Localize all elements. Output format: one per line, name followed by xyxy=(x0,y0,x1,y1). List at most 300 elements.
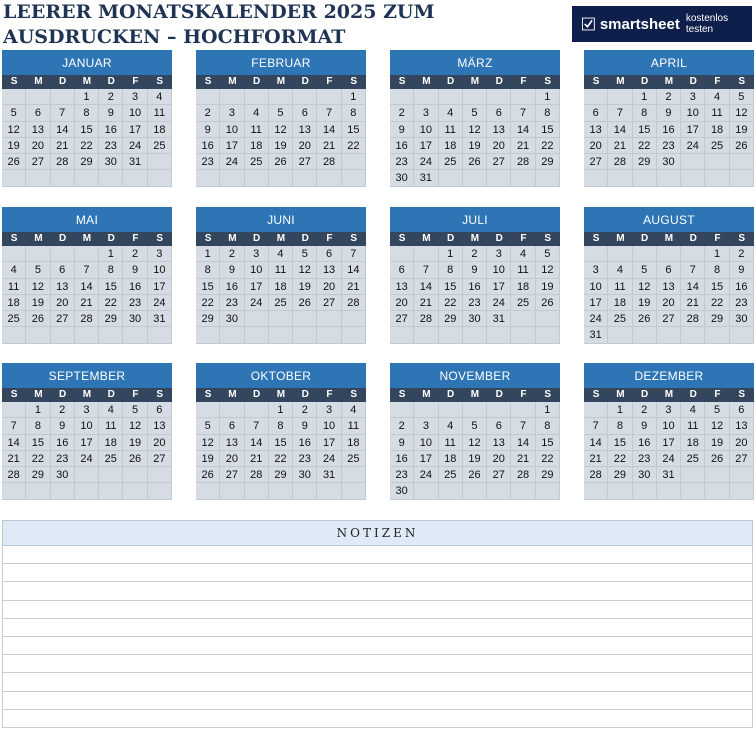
notes-line[interactable] xyxy=(2,564,753,582)
day-grid xyxy=(2,89,172,187)
day-cell: 6 xyxy=(487,105,511,121)
day-cell: 18 xyxy=(705,122,729,138)
weekday-label: F xyxy=(132,233,139,244)
day-cell: 10 xyxy=(220,122,244,138)
day-cell: 13 xyxy=(220,435,244,451)
day-cell xyxy=(584,89,608,105)
day-cell xyxy=(487,483,511,499)
notes-line[interactable] xyxy=(2,655,753,673)
day-cell: 2 xyxy=(633,402,657,418)
day-cell xyxy=(123,170,147,186)
weekday-header xyxy=(390,388,560,402)
day-cell: 24 xyxy=(414,154,438,170)
day-cell: 15 xyxy=(633,122,657,138)
day-cell: 16 xyxy=(390,451,414,467)
day-cell: 5 xyxy=(26,262,50,278)
day-cell xyxy=(681,467,705,483)
weekday-label: F xyxy=(520,233,527,244)
day-cell: 29 xyxy=(705,311,729,327)
day-grid xyxy=(584,246,754,344)
day-cell: 8 xyxy=(536,418,560,434)
day-cell: 19 xyxy=(633,295,657,311)
day-cell: 29 xyxy=(196,311,220,327)
month-block xyxy=(196,207,366,344)
day-cell: 24 xyxy=(487,295,511,311)
day-cell: 5 xyxy=(2,105,26,121)
day-cell: 23 xyxy=(730,295,754,311)
day-cell xyxy=(148,327,172,343)
weekday-label: D xyxy=(641,389,649,400)
weekday-label: M xyxy=(276,233,286,244)
day-cell: 27 xyxy=(148,451,172,467)
day-cell: 8 xyxy=(26,418,50,434)
day-cell: 28 xyxy=(317,154,341,170)
day-cell: 28 xyxy=(414,311,438,327)
day-cell: 9 xyxy=(463,262,487,278)
weekday-label: M xyxy=(422,76,431,87)
weekday-label: F xyxy=(132,76,139,87)
day-cell: 9 xyxy=(657,105,681,121)
day-cell xyxy=(390,327,414,343)
day-cell: 17 xyxy=(414,451,438,467)
weekday-label: D xyxy=(641,76,649,87)
weekday-label: S xyxy=(350,233,358,244)
weekday-header xyxy=(584,232,754,246)
weekday-label: S xyxy=(204,233,212,244)
day-cell: 18 xyxy=(439,138,463,154)
weekday-label: M xyxy=(82,76,92,87)
day-cell: 29 xyxy=(439,311,463,327)
day-cell: 16 xyxy=(99,122,123,138)
day-cell xyxy=(245,170,269,186)
day-cell: 10 xyxy=(681,105,705,121)
day-cell: 10 xyxy=(317,418,341,434)
weekday-header xyxy=(584,388,754,402)
day-cell: 28 xyxy=(511,467,535,483)
day-cell xyxy=(293,311,317,327)
day-cell: 20 xyxy=(730,435,754,451)
day-cell: 31 xyxy=(148,311,172,327)
day-cell xyxy=(317,311,341,327)
day-cell: 30 xyxy=(123,311,147,327)
day-cell: 16 xyxy=(220,279,244,295)
day-cell: 1 xyxy=(196,246,220,262)
weekday-label: M xyxy=(664,233,674,244)
weekday-label: S xyxy=(398,233,406,244)
day-cell: 28 xyxy=(584,467,608,483)
day-cell: 6 xyxy=(390,262,414,278)
day-cell: 31 xyxy=(584,327,608,343)
day-cell: 14 xyxy=(51,122,75,138)
day-cell xyxy=(269,89,293,105)
day-cell: 21 xyxy=(511,451,535,467)
day-cell xyxy=(511,483,535,499)
day-cell: 15 xyxy=(439,279,463,295)
day-cell: 2 xyxy=(390,418,414,434)
day-cell: 19 xyxy=(269,138,293,154)
weekday-header xyxy=(196,232,366,246)
month-block xyxy=(2,363,172,500)
day-cell xyxy=(730,483,754,499)
day-cell xyxy=(196,483,220,499)
day-cell: 25 xyxy=(681,451,705,467)
day-cell: 10 xyxy=(123,105,147,121)
day-cell xyxy=(2,89,26,105)
day-cell: 12 xyxy=(730,105,754,121)
smartsheet-logo-button[interactable] xyxy=(572,6,752,42)
day-cell: 24 xyxy=(148,295,172,311)
day-grid xyxy=(584,402,754,500)
day-grid xyxy=(390,89,560,187)
month-block xyxy=(2,207,172,344)
day-cell xyxy=(414,483,438,499)
day-cell: 9 xyxy=(99,105,123,121)
day-cell xyxy=(245,483,269,499)
weekday-label: M xyxy=(228,76,237,87)
month-name: FEBRUAR xyxy=(196,50,366,75)
page-title xyxy=(3,0,473,50)
day-cell: 30 xyxy=(633,467,657,483)
weekday-label: S xyxy=(544,76,552,87)
day-cell: 26 xyxy=(2,154,26,170)
day-cell: 15 xyxy=(75,122,99,138)
day-cell xyxy=(220,327,244,343)
day-cell: 29 xyxy=(536,154,560,170)
day-cell: 4 xyxy=(681,402,705,418)
day-cell: 21 xyxy=(608,138,632,154)
day-cell: 9 xyxy=(633,418,657,434)
day-cell: 27 xyxy=(487,154,511,170)
month-name: DEZEMBER xyxy=(584,363,754,388)
day-cell: 19 xyxy=(730,122,754,138)
day-cell: 27 xyxy=(390,311,414,327)
weekday-label: D xyxy=(689,76,697,87)
day-cell xyxy=(342,154,366,170)
day-cell: 28 xyxy=(75,311,99,327)
weekday-label: F xyxy=(520,76,527,87)
day-cell: 8 xyxy=(196,262,220,278)
day-grid xyxy=(584,89,754,187)
day-cell xyxy=(511,327,535,343)
day-cell xyxy=(51,170,75,186)
notes-line[interactable] xyxy=(2,619,753,637)
day-cell: 11 xyxy=(439,435,463,451)
day-cell: 12 xyxy=(26,279,50,295)
day-cell: 10 xyxy=(414,435,438,451)
day-cell: 23 xyxy=(657,138,681,154)
day-cell: 4 xyxy=(245,105,269,121)
weekday-label: S xyxy=(592,389,600,400)
day-cell xyxy=(705,327,729,343)
day-cell: 1 xyxy=(26,402,50,418)
day-cell xyxy=(463,402,487,418)
day-cell xyxy=(196,89,220,105)
month-block xyxy=(196,363,366,500)
day-cell: 31 xyxy=(487,311,511,327)
day-cell: 28 xyxy=(511,154,535,170)
day-cell xyxy=(2,246,26,262)
day-cell: 17 xyxy=(584,295,608,311)
day-cell xyxy=(342,327,366,343)
day-cell: 6 xyxy=(317,246,341,262)
day-cell: 8 xyxy=(439,262,463,278)
day-cell: 1 xyxy=(705,246,729,262)
day-cell: 2 xyxy=(123,246,147,262)
weekday-label: D xyxy=(641,233,649,244)
day-cell: 15 xyxy=(536,435,560,451)
day-cell: 28 xyxy=(2,467,26,483)
day-cell: 4 xyxy=(439,105,463,121)
day-cell: 26 xyxy=(196,467,220,483)
weekday-label: D xyxy=(107,233,115,244)
month-name: SEPTEMBER xyxy=(2,363,172,388)
day-grid xyxy=(196,402,366,500)
day-cell: 7 xyxy=(681,262,705,278)
notes-line[interactable] xyxy=(2,637,753,655)
day-cell xyxy=(633,170,657,186)
day-cell: 29 xyxy=(633,154,657,170)
day-cell: 27 xyxy=(51,311,75,327)
day-cell: 26 xyxy=(463,154,487,170)
day-cell xyxy=(75,327,99,343)
day-cell xyxy=(608,170,632,186)
day-cell: 12 xyxy=(293,262,317,278)
day-cell: 3 xyxy=(75,402,99,418)
day-cell: 22 xyxy=(439,295,463,311)
day-cell: 13 xyxy=(487,435,511,451)
day-cell: 22 xyxy=(196,295,220,311)
day-cell: 11 xyxy=(705,105,729,121)
day-cell: 18 xyxy=(269,279,293,295)
day-cell: 22 xyxy=(342,138,366,154)
day-cell: 8 xyxy=(99,262,123,278)
day-cell: 10 xyxy=(148,262,172,278)
day-cell: 22 xyxy=(633,138,657,154)
day-cell: 1 xyxy=(269,402,293,418)
logo-cta: kostenlos testen xyxy=(685,13,729,35)
day-cell xyxy=(439,170,463,186)
day-cell xyxy=(317,170,341,186)
weekday-label: D xyxy=(301,76,309,87)
day-cell xyxy=(293,170,317,186)
day-cell xyxy=(487,327,511,343)
title-line-1: LEERER MONATSKALENDER 2025 ZUM xyxy=(3,1,435,23)
day-cell: 10 xyxy=(657,418,681,434)
day-cell: 12 xyxy=(196,435,220,451)
day-cell: 4 xyxy=(511,246,535,262)
day-cell: 21 xyxy=(584,451,608,467)
day-cell: 23 xyxy=(390,154,414,170)
day-cell: 23 xyxy=(463,295,487,311)
weekday-label: M xyxy=(470,76,480,87)
notes-line[interactable] xyxy=(2,546,753,564)
day-cell xyxy=(75,467,99,483)
day-cell xyxy=(26,170,50,186)
day-cell: 19 xyxy=(26,295,50,311)
day-cell: 23 xyxy=(99,138,123,154)
day-cell: 21 xyxy=(2,451,26,467)
day-cell: 30 xyxy=(657,154,681,170)
day-grid xyxy=(390,246,560,344)
day-cell: 19 xyxy=(463,451,487,467)
notes-line[interactable] xyxy=(2,601,753,619)
day-cell: 13 xyxy=(26,122,50,138)
day-cell: 7 xyxy=(245,418,269,434)
day-cell: 31 xyxy=(657,467,681,483)
month-block xyxy=(196,50,366,187)
weekday-label: M xyxy=(664,76,674,87)
day-cell: 24 xyxy=(220,154,244,170)
day-cell: 15 xyxy=(196,279,220,295)
weekday-label: S xyxy=(544,233,552,244)
notes-section xyxy=(2,520,753,728)
day-cell xyxy=(245,311,269,327)
day-cell: 13 xyxy=(51,279,75,295)
notes-line[interactable] xyxy=(2,692,753,710)
day-cell xyxy=(536,170,560,186)
day-cell: 14 xyxy=(75,279,99,295)
day-cell: 30 xyxy=(730,311,754,327)
day-cell xyxy=(196,327,220,343)
day-cell: 11 xyxy=(99,418,123,434)
day-cell xyxy=(99,327,123,343)
weekday-label: D xyxy=(253,389,261,400)
day-cell: 16 xyxy=(51,435,75,451)
day-cell: 19 xyxy=(2,138,26,154)
day-cell xyxy=(317,327,341,343)
day-cell xyxy=(2,170,26,186)
weekday-label: S xyxy=(592,233,600,244)
weekday-label: S xyxy=(738,76,746,87)
notes-line[interactable] xyxy=(2,673,753,691)
day-cell: 2 xyxy=(730,246,754,262)
weekday-label: D xyxy=(495,76,503,87)
day-cell: 30 xyxy=(220,311,244,327)
day-cell: 10 xyxy=(414,122,438,138)
day-cell xyxy=(26,246,50,262)
notes-line[interactable] xyxy=(2,710,753,728)
day-cell: 20 xyxy=(657,295,681,311)
weekday-header xyxy=(584,75,754,89)
weekday-label: S xyxy=(204,76,212,87)
weekday-label: S xyxy=(544,389,552,400)
day-cell: 6 xyxy=(584,105,608,121)
month-name: MÄRZ xyxy=(390,50,560,75)
day-cell: 6 xyxy=(26,105,50,121)
weekday-label: M xyxy=(228,233,237,244)
day-cell: 27 xyxy=(26,154,50,170)
day-cell: 27 xyxy=(584,154,608,170)
weekday-label: F xyxy=(326,389,333,400)
weekday-label: M xyxy=(470,389,480,400)
logo-brand: smartsheet xyxy=(599,15,680,33)
day-cell: 18 xyxy=(681,435,705,451)
day-cell: 1 xyxy=(75,89,99,105)
day-cell: 27 xyxy=(293,154,317,170)
day-cell xyxy=(75,246,99,262)
day-cell: 11 xyxy=(511,262,535,278)
day-cell xyxy=(26,327,50,343)
day-cell: 12 xyxy=(705,418,729,434)
day-cell: 17 xyxy=(657,435,681,451)
month-name: JULI xyxy=(390,207,560,232)
day-cell: 15 xyxy=(342,122,366,138)
day-cell: 29 xyxy=(269,467,293,483)
day-cell: 22 xyxy=(536,451,560,467)
day-cell xyxy=(123,467,147,483)
day-cell xyxy=(487,402,511,418)
day-cell: 18 xyxy=(2,295,26,311)
weekday-label: S xyxy=(10,233,18,244)
day-cell xyxy=(99,467,123,483)
day-cell xyxy=(633,246,657,262)
weekday-label: S xyxy=(398,389,406,400)
day-cell: 13 xyxy=(390,279,414,295)
weekday-label: S xyxy=(350,76,358,87)
day-cell: 7 xyxy=(511,105,535,121)
day-cell: 20 xyxy=(293,138,317,154)
day-cell: 18 xyxy=(439,451,463,467)
day-cell: 3 xyxy=(123,89,147,105)
day-cell xyxy=(293,327,317,343)
weekday-label: S xyxy=(592,76,600,87)
day-cell xyxy=(657,483,681,499)
weekday-label: S xyxy=(156,233,164,244)
day-cell xyxy=(26,89,50,105)
day-cell: 17 xyxy=(317,435,341,451)
day-cell xyxy=(608,246,632,262)
month-block xyxy=(2,50,172,187)
day-cell xyxy=(730,154,754,170)
weekday-header xyxy=(390,232,560,246)
day-cell: 26 xyxy=(293,295,317,311)
day-cell xyxy=(705,170,729,186)
day-cell: 5 xyxy=(293,246,317,262)
day-cell xyxy=(148,154,172,170)
day-cell xyxy=(511,170,535,186)
day-cell: 23 xyxy=(51,451,75,467)
day-cell: 16 xyxy=(123,279,147,295)
day-cell: 16 xyxy=(730,279,754,295)
day-cell: 2 xyxy=(51,402,75,418)
day-cell xyxy=(584,483,608,499)
notes-line[interactable] xyxy=(2,582,753,600)
weekday-label: M xyxy=(82,389,92,400)
day-cell: 15 xyxy=(26,435,50,451)
day-cell: 27 xyxy=(317,295,341,311)
weekday-label: F xyxy=(326,76,333,87)
day-cell xyxy=(390,89,414,105)
day-cell: 23 xyxy=(293,451,317,467)
weekday-label: D xyxy=(447,389,455,400)
day-cell: 7 xyxy=(414,262,438,278)
day-cell: 26 xyxy=(269,154,293,170)
title-line-2: AUSDRUCKEN – HOCHFORMAT xyxy=(3,26,346,48)
day-cell xyxy=(657,246,681,262)
day-cell xyxy=(463,483,487,499)
day-cell: 10 xyxy=(245,262,269,278)
day-cell: 3 xyxy=(245,246,269,262)
day-cell: 1 xyxy=(342,89,366,105)
day-cell xyxy=(26,483,50,499)
day-cell xyxy=(99,170,123,186)
day-cell: 26 xyxy=(463,467,487,483)
day-cell: 29 xyxy=(99,311,123,327)
day-cell: 19 xyxy=(705,435,729,451)
day-cell: 28 xyxy=(342,295,366,311)
day-cell: 30 xyxy=(99,154,123,170)
day-cell: 4 xyxy=(2,262,26,278)
